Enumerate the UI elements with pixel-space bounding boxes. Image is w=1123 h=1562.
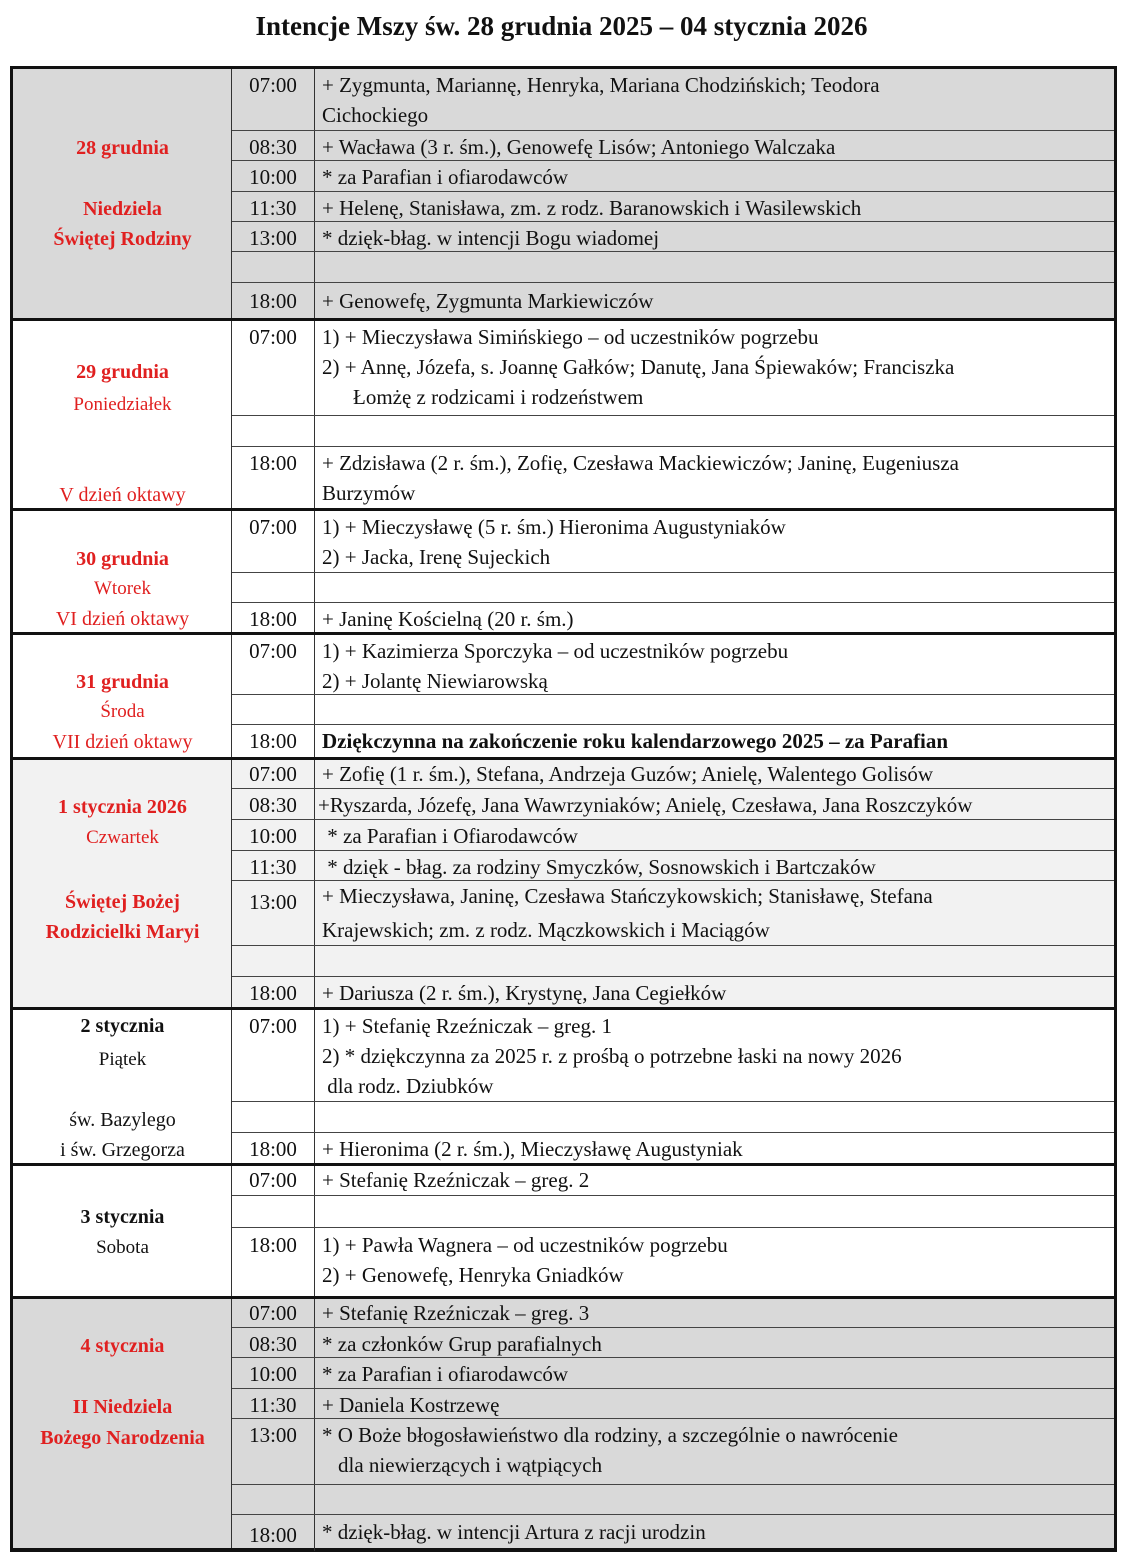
mass-intention [322, 448, 1108, 508]
day-block-1-stycznia [10, 757, 1117, 1007]
mass-time: 07:00 [232, 321, 315, 415]
mass-intention [322, 760, 1108, 788]
day-name: Sobota [96, 1237, 149, 1258]
mass-row [232, 221, 1114, 251]
mass-intention [322, 286, 1108, 316]
mass-time: 08:30 [232, 1328, 315, 1357]
intention-line: 1) + Stefanię Rzeźniczak – greg. 1 [322, 1014, 612, 1038]
day-block-28-grudnia [10, 66, 1117, 318]
intention-line: Cichockiego [322, 103, 429, 127]
mass-row [232, 788, 1114, 819]
day-name: Wtorek [94, 578, 151, 599]
mass-time: 07:00 [232, 760, 315, 788]
mass-row [232, 69, 1114, 130]
mass-time: 13:00 [232, 1419, 315, 1484]
mass-row [232, 819, 1114, 850]
mass-time: 18:00 [232, 1133, 315, 1163]
mass-time: 13:00 [232, 222, 315, 251]
mass-row-empty [232, 1484, 1114, 1514]
day-feast: VI dzień oktawy [55, 608, 190, 630]
intention-line: 2) + Genowefę, Henryka Gniadków [322, 1263, 624, 1287]
mass-time: 18:00 [232, 1515, 315, 1551]
intention-line: + Dariusza (2 r. śm.), Krystynę, Jana Cegiełków [322, 981, 727, 1005]
mass-time: 07:00 [232, 635, 315, 694]
mass-intention [322, 223, 1108, 253]
mass-time [232, 1102, 315, 1132]
mass-time: 18:00 [232, 725, 315, 757]
mass-row-empty [232, 415, 1114, 446]
day-block-4-stycznia [10, 1296, 1117, 1552]
mass-row-empty [232, 251, 1114, 282]
intention-line: * dzięk - błag. za rodziny Smyczków, Sosnowskich i Bartczaków [322, 855, 876, 879]
mass-intention [322, 1299, 1108, 1327]
mass-intention [322, 978, 1108, 1008]
mass-intention [318, 790, 1114, 820]
mass-row [232, 130, 1114, 160]
intention-line: * dzięk-błag. w intencji Bogu wiadomej [322, 226, 660, 250]
day-block-31-grudnia [10, 632, 1117, 757]
intention-line: + Janinę Kościelną (20 r. śm.) [322, 607, 574, 631]
day-date: 31 grudnia [76, 671, 169, 693]
day-block-30-grudnia [10, 508, 1117, 632]
mass-intention [322, 636, 1108, 696]
intention-line: 1) + Pawła Wagnera – od uczestników pogrzebu [322, 1233, 728, 1257]
day-feast: i św. Grzegorza [60, 1139, 185, 1161]
mass-row [232, 602, 1114, 632]
intention-line: + Zygmunta, Mariannę, Henryka, Mariana Chodzińskich; Teodora [322, 73, 880, 97]
day-cell [13, 321, 232, 508]
mass-row [232, 1514, 1114, 1551]
mass-intention [322, 1420, 1108, 1480]
mass-row [232, 1166, 1114, 1195]
day-date: 4 stycznia [80, 1335, 165, 1357]
intention-line: dla rodz. Dziubków [322, 1074, 494, 1098]
mass-time: 11:30 [232, 851, 315, 880]
mass-intention [322, 1390, 1108, 1420]
day-name: Piątek [98, 1049, 147, 1070]
mass-intention [322, 604, 1108, 634]
intention-line: * za Parafian i ofiarodawców [322, 1362, 569, 1386]
mass-row [232, 760, 1114, 788]
day-date: 3 stycznia [80, 1206, 165, 1228]
mass-row-empty [232, 945, 1114, 976]
mass-row [232, 880, 1114, 945]
mass-time: 18:00 [232, 977, 315, 1007]
mass-time: 10:00 [232, 161, 315, 191]
mass-row [232, 1418, 1114, 1484]
mass-row [232, 1357, 1114, 1388]
mass-time [232, 1196, 315, 1227]
mass-time: 13:00 [232, 881, 315, 945]
mass-row [232, 191, 1114, 221]
mass-time [232, 252, 315, 282]
day-feast: Bożego Narodzenia [40, 1427, 205, 1449]
day-cell [13, 760, 232, 1007]
mass-row [232, 160, 1114, 191]
mass-row-empty [232, 572, 1114, 602]
mass-time: 18:00 [232, 283, 315, 318]
day-name: Czwartek [86, 827, 159, 848]
intention-line: 1) + Mieczysława Simińskiego – od uczestników pogrzebu [322, 325, 819, 349]
intention-line: + Genowefę, Zygmunta Markiewiczów [322, 289, 654, 313]
mass-time: 10:00 [232, 1358, 315, 1388]
day-block-3-stycznia [10, 1163, 1117, 1296]
mass-time [232, 573, 315, 602]
intention-line: dla niewierzących i wątpiących [338, 1453, 603, 1477]
day-cell [13, 1299, 232, 1548]
mass-row [232, 1227, 1114, 1296]
mass-intention [322, 162, 1108, 192]
mass-intention [322, 132, 1108, 162]
day-name: II Niedziela [72, 1396, 173, 1418]
mass-row [232, 1299, 1114, 1327]
mass-intention [322, 322, 1108, 412]
mass-row [232, 1327, 1114, 1357]
day-cell [13, 1166, 232, 1296]
mass-intention [322, 1517, 1108, 1547]
intention-line: + Helenę, Stanisława, zm. z rodz. Baranowskich i Wasilewskich [322, 196, 862, 220]
mass-time: 11:30 [232, 192, 315, 221]
mass-intention [322, 821, 1108, 851]
intention-line: 2) + Annę, Józefa, s. Joannę Gałków; Danutę, Jana Śpiewaków; Franciszka [322, 355, 955, 379]
mass-row [232, 446, 1114, 508]
day-block-2-stycznia [10, 1007, 1117, 1163]
mass-intention [322, 1359, 1108, 1389]
intention-line: 1) + Kazimierza Sporczyka – od uczestników pogrzebu [322, 639, 789, 663]
intention-line: + Zdzisława (2 r. śm.), Zofię, Czesława Mackiewiczów; Janinę, Eugeniusza [322, 451, 959, 475]
mass-row [232, 511, 1114, 572]
day-cell [13, 1010, 232, 1163]
intention-line: 1) + Mieczysławę (5 r. śm.) Hieronima Augustyniaków [322, 515, 786, 539]
day-feast: Świętej Bożej [65, 891, 180, 913]
mass-intention [322, 1329, 1108, 1359]
mass-time: 08:30 [232, 131, 315, 160]
intention-line: Dziękczynna na zakończenie roku kalendarzowego 2025 – za Parafian [322, 729, 949, 753]
mass-intention [322, 70, 1108, 130]
day-feast: Rodzicielki Maryi [45, 921, 200, 943]
mass-time [232, 946, 315, 976]
mass-intention [322, 1230, 1108, 1290]
mass-time: 18:00 [232, 1228, 315, 1296]
mass-time: 10:00 [232, 820, 315, 850]
intention-line: + Hieronima (2 r. śm.), Mieczysławę Augustyniak [322, 1137, 743, 1161]
day-date: 2 stycznia [80, 1015, 165, 1037]
intention-line: * za Parafian i Ofiarodawców [322, 824, 578, 848]
mass-intention [322, 1166, 1108, 1195]
page-title: Intencje Mszy św. 28 grudnia 2025 – 04 stycznia 2026 [255, 11, 868, 41]
day-feast: Świętej Rodziny [53, 228, 192, 250]
mass-intention [322, 1011, 1108, 1101]
intention-line: 2) * dziękczynna za 2025 r. z prośbą o potrzebne łaski na nowy 2026 [322, 1044, 902, 1068]
mass-time [232, 416, 315, 446]
intention-line: * za członków Grup parafialnych [322, 1332, 602, 1356]
intention-line: + Stefanię Rzeźniczak – greg. 3 [322, 1301, 590, 1325]
intention-line: * za Parafian i ofiarodawców [322, 165, 569, 189]
day-name: Poniedziałek [73, 394, 172, 415]
day-feast: V dzień oktawy [59, 484, 186, 506]
day-feast: VII dzień oktawy [52, 731, 193, 753]
mass-intention [322, 852, 1108, 882]
mass-intention [322, 1134, 1108, 1164]
day-name: Niedziela [83, 198, 162, 220]
day-date: 30 grudnia [76, 548, 169, 570]
intention-line: Łomżę z rodzicami i rodzeństwem [353, 385, 644, 409]
mass-time: 11:30 [232, 1389, 315, 1418]
mass-time [232, 695, 315, 724]
intention-line: 2) + Jacka, Irenę Sujeckich [322, 545, 551, 569]
mass-time: 18:00 [232, 603, 315, 632]
day-date: 28 grudnia [76, 137, 169, 159]
mass-row [232, 321, 1114, 415]
mass-row-empty [232, 1195, 1114, 1227]
intention-line: + Wacława (3 r. śm.), Genowefę Lisów; Antoniego Walczaka [322, 135, 836, 159]
mass-intentions-table [10, 66, 1117, 1552]
day-block-29-grudnia [10, 318, 1117, 508]
intention-line: 2) + Jolantę Niewiarowską [322, 669, 548, 693]
day-name: Środa [100, 701, 145, 722]
day-date: 29 grudnia [76, 361, 169, 383]
mass-intention [322, 726, 1108, 756]
mass-row-empty [232, 1101, 1114, 1132]
mass-row [232, 724, 1114, 757]
mass-intention [322, 512, 1108, 572]
intention-line: * dzięk-błag. w intencji Artura z racji urodzin [322, 1520, 706, 1544]
mass-intention [322, 193, 1108, 223]
mass-row [232, 850, 1114, 880]
mass-row [232, 1132, 1114, 1163]
mass-intention [322, 879, 1108, 947]
mass-time: 07:00 [232, 511, 315, 572]
mass-row [232, 1388, 1114, 1418]
mass-row-empty [232, 694, 1114, 724]
day-cell [13, 635, 232, 757]
intention-line: Krajewskich; zm. z rodz. Mączkowskich i Maciągów [322, 918, 770, 942]
day-cell [13, 69, 232, 318]
mass-time: 07:00 [232, 1299, 315, 1327]
mass-row [232, 635, 1114, 694]
mass-time: 07:00 [232, 1010, 315, 1101]
mass-row [232, 282, 1114, 318]
mass-time: 07:00 [232, 1166, 315, 1195]
intention-line: + Mieczysława, Janinę, Czesława Stańczykowskich; Stanisławę, Stefana [322, 884, 933, 908]
mass-time: 08:30 [232, 789, 315, 819]
intention-line: + Daniela Kostrzewę [322, 1393, 500, 1417]
intention-line: * O Boże błogosławieństwo dla rodziny, a szczególnie o nawrócenie [322, 1423, 898, 1447]
mass-row [232, 1010, 1114, 1101]
day-date: 1 stycznia 2026 [58, 796, 187, 818]
mass-row [232, 976, 1114, 1007]
intention-line: +Ryszarda, Józefę, Jana Wawrzyniaków; Anielę, Czesława, Jana Roszczyków [318, 793, 973, 817]
intention-line: + Zofię (1 r. śm.), Stefana, Andrzeja Guzów; Anielę, Walentego Golisów [322, 762, 934, 786]
mass-time [232, 1485, 315, 1514]
intention-line: + Stefanię Rzeźniczak – greg. 2 [322, 1168, 590, 1192]
intention-line: Burzymów [322, 481, 416, 505]
day-cell [13, 511, 232, 632]
day-feast: św. Bazylego [69, 1109, 176, 1131]
mass-time: 18:00 [232, 447, 315, 508]
mass-time: 07:00 [232, 69, 315, 130]
